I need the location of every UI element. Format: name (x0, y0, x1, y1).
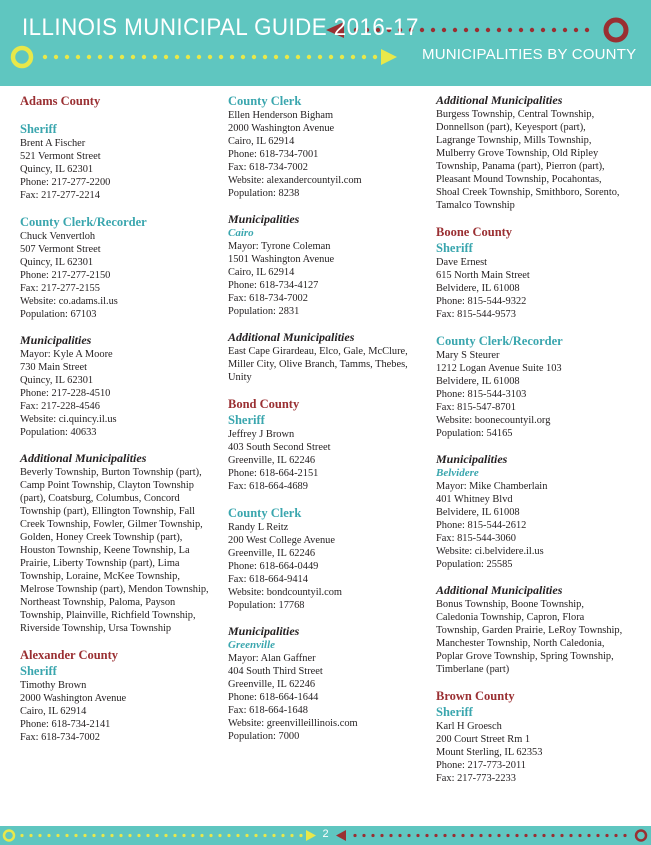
entry-line: Phone: 618-734-2141 (20, 719, 111, 730)
entry-line: Phone: 618-734-7001 (228, 149, 319, 160)
entry-line: Dave Ernest (436, 257, 488, 268)
county-name: Bond County (228, 397, 300, 411)
column-3 (436, 93, 641, 797)
entry-line: Population: 17768 (228, 600, 305, 611)
directory-section (436, 688, 641, 785)
entry-line: 403 South Second Street (228, 442, 331, 453)
city-name: Cairo (228, 227, 254, 239)
county-name: Boone County (436, 225, 513, 239)
entry-line: Fax: 618-664-4689 (228, 481, 308, 492)
entry-line: Website: boonecountyil.org (436, 415, 551, 426)
directory-section (228, 396, 433, 493)
entry-line: Phone: 618-664-1644 (228, 692, 319, 703)
entry-line: Township, Panama (part), Pierron (part), (436, 161, 605, 172)
entry-line: Population: 40633 (20, 427, 97, 438)
entry-line: 200 Court Street Rm 1 (436, 734, 531, 745)
entry-line: Township, Loraine, McKee Township, (20, 571, 180, 582)
entry-line: Belvidere, IL 61008 (436, 376, 520, 387)
entry-line: Fax: 217-277-2155 (20, 283, 100, 294)
yellow-ring-icon (13, 48, 31, 66)
directory-section (436, 93, 641, 212)
entry-line: Quincy, IL 62301 (20, 257, 94, 268)
entry-line: Website: bondcountyil.com (228, 587, 343, 598)
directory-section (20, 214, 225, 321)
office-heading: Sheriff (20, 122, 57, 136)
entry-line: Population: 25585 (436, 559, 513, 570)
entry-line: Cairo, IL 62914 (20, 706, 87, 717)
entry-line: Mary S Steurer (436, 350, 500, 361)
entry-line: 507 Vermont Street (20, 244, 101, 255)
city-name: Belvidere (436, 467, 479, 479)
entry-line: Burgess Township, Central Township, (436, 109, 595, 120)
entry-line: Phone: 815-544-9322 (436, 296, 527, 307)
entry-line: Greenville, IL 62246 (228, 679, 316, 690)
page-number: 2 (322, 828, 329, 840)
maroon-ring-icon (606, 20, 626, 40)
entry-line: Fax: 618-664-1648 (228, 705, 308, 716)
entry-line: Website: greenvilleillinois.com (228, 718, 358, 729)
office-heading: Sheriff (436, 241, 473, 255)
entry-line: Mayor: Kyle A Moore (20, 349, 113, 360)
directory-section (20, 451, 225, 635)
municipalities-heading: Additional Municipalities (20, 451, 147, 465)
entry-line: Fax: 618-734-7002 (20, 732, 100, 743)
entry-line: Quincy, IL 62301 (20, 164, 94, 175)
directory-section (436, 583, 641, 676)
entry-line: Phone: 815-544-2612 (436, 520, 527, 531)
office-heading: County Clerk (228, 506, 302, 520)
entry-line: Fax: 618-734-7002 (228, 162, 308, 173)
entry-line: Phone: 618-664-0449 (228, 561, 319, 572)
entry-line: Ellen Henderson Bigham (228, 110, 334, 121)
entry-line: Website: alexandercountyil.com (228, 175, 362, 186)
entry-line: Shoal Creek Township, Smithboro, Sorento, (436, 187, 620, 198)
yellow-dots (43, 55, 377, 59)
entry-line: Fax: 217-228-4546 (20, 401, 100, 412)
entry-line: Website: co.adams.il.us (20, 296, 118, 307)
entry-line: East Cape Girardeau, Elco, Gale, McClure, (228, 346, 408, 357)
office-heading: County Clerk/Recorder (436, 334, 563, 348)
directory-section (436, 333, 641, 440)
entry-line: Northeast Township, Paloma, Payson (20, 597, 176, 608)
entry-line: Population: 54165 (436, 428, 513, 439)
entry-line: Website: ci.belvidere.il.us (436, 546, 544, 557)
entry-line: Cairo, IL 62914 (228, 267, 295, 278)
entry-line: Phone: 217-277-2150 (20, 270, 111, 281)
entry-line: Fax: 815-547-8701 (436, 402, 516, 413)
office-heading: County Clerk (228, 94, 302, 108)
entry-line: Golden, Honey Creek Township (part), (20, 532, 183, 543)
entry-line: Pleasant Mound Township, Pocahontas, (436, 174, 602, 185)
entry-line: 521 Vermont Street (20, 151, 101, 162)
entry-line: Population: 7000 (228, 731, 300, 742)
entry-line: Fax: 217-773-2233 (436, 773, 516, 784)
directory-section (20, 121, 225, 202)
directory-section (228, 330, 433, 384)
entry-line: Population: 8238 (228, 188, 300, 199)
entry-line: Lagrange Township, Mills Township, (436, 135, 592, 146)
entry-line: Belvidere, IL 61008 (436, 507, 520, 518)
entry-line: Jeffrey J Brown (228, 429, 295, 440)
municipalities-heading: Additional Municipalities (228, 330, 355, 344)
entry-line: Mount Sterling, IL 62353 (436, 747, 543, 758)
entry-line: 401 Whitney Blvd (436, 494, 513, 505)
entry-line: Camp Point Township, Clayton Township (20, 480, 194, 491)
entry-line: Bonus Township, Boone Township, (436, 599, 584, 610)
entry-line: Miller City, Olive Branch, Tamms, Thebes, (228, 359, 408, 370)
municipalities-heading: Additional Municipalities (436, 93, 563, 107)
directory-section (228, 505, 433, 612)
directory-section (228, 93, 433, 200)
entry-line: Greenville, IL 62246 (228, 455, 316, 466)
entry-line: Brent A Fischer (20, 138, 86, 149)
directory-section (436, 452, 641, 571)
entry-line: Donnellson (part), Keyesport (part), (436, 122, 586, 133)
entry-line: 404 South Third Street (228, 666, 323, 677)
entry-line: Houston Township, Keene Township, La (20, 545, 190, 556)
header-band (0, 0, 651, 86)
entry-line: Phone: 618-734-4127 (228, 280, 319, 291)
entry-line: Creek Township, Fowler, Gilmer Township, (20, 519, 203, 530)
entry-line: Fax: 815-544-3060 (436, 533, 516, 544)
entry-line: Manchester Township, North Caledonia, (436, 638, 605, 649)
entry-line: Prairie, Liberty Township (part), Lima (20, 558, 180, 569)
municipalities-heading: Municipalities (20, 333, 92, 347)
entry-line: Population: 2831 (228, 306, 300, 317)
entry-line: Fax: 815-544-9573 (436, 309, 516, 320)
county-name: Alexander County (20, 648, 119, 662)
page-title: ILLINOIS MUNICIPAL GUIDE 2016-17 (22, 14, 419, 41)
entry-line: Township (part), Ellington Township, Fall (20, 506, 195, 517)
office-heading: Sheriff (436, 705, 473, 719)
municipalities-heading: Municipalities (436, 452, 508, 466)
municipalities-heading: Additional Municipalities (436, 583, 563, 597)
entry-line: 615 North Main Street (436, 270, 530, 281)
city-name: Greenville (228, 639, 276, 651)
entry-line: Population: 67103 (20, 309, 97, 320)
entry-line: Melrose Township (part), Mendon Township, (20, 584, 209, 595)
entry-line: Mayor: Mike Chamberlain (436, 481, 548, 492)
entry-line: 1501 Washington Avenue (228, 254, 335, 265)
directory-section (228, 212, 433, 318)
directory-section (20, 93, 225, 109)
column-2 (228, 93, 433, 755)
entry-line: 730 Main Street (20, 362, 87, 373)
office-heading: Sheriff (20, 664, 57, 678)
entry-line: Karl H Groesch (436, 721, 502, 732)
entry-line: Belvidere, IL 61008 (436, 283, 520, 294)
entry-line: Fax: 618-734-7002 (228, 293, 308, 304)
entry-line: 2000 Washington Avenue (228, 123, 335, 134)
entry-line: Phone: 217-228-4510 (20, 388, 111, 399)
entry-line: Beverly Township, Burton Township (part), (20, 467, 202, 478)
entry-line: Unity (228, 372, 252, 383)
entry-line: Caledonia Township, Capron, Flora (436, 612, 585, 623)
right-arrow-icon (381, 49, 397, 65)
footer-band (0, 826, 651, 845)
header-decoration (0, 0, 651, 86)
entry-line: Phone: 217-773-2011 (436, 760, 526, 771)
municipalities-heading: Municipalities (228, 212, 300, 226)
directory-section (436, 224, 641, 321)
directory-section (20, 333, 225, 439)
entry-line: Fax: 618-664-9414 (228, 574, 308, 585)
entry-line: Riverside Township, Ursa Township (20, 623, 172, 634)
entry-line: 1212 Logan Avenue Suite 103 (436, 363, 562, 374)
county-name: Adams County (20, 94, 101, 108)
entry-line: Phone: 217-277-2200 (20, 177, 111, 188)
municipalities-heading: Municipalities (228, 624, 300, 638)
column-1 (20, 93, 225, 756)
entry-line: 2000 Washington Avenue (20, 693, 127, 704)
entry-line: Township, Garden Prairie, LeRoy Township, (436, 625, 623, 636)
office-heading: County Clerk/Recorder (20, 215, 147, 229)
directory-section (20, 647, 225, 744)
entry-line: Fax: 217-277-2214 (20, 190, 100, 201)
entry-line: Poplar Grove Township, Spring Township, (436, 651, 614, 662)
entry-line: Randy L Reitz (228, 522, 289, 533)
directory-section (228, 624, 433, 743)
office-heading: Sheriff (228, 413, 265, 427)
county-name: Brown County (436, 689, 515, 703)
entry-line: Mayor: Tyrone Coleman (228, 241, 331, 252)
entry-line: Timothy Brown (20, 680, 87, 691)
entry-line: Cairo, IL 62914 (228, 136, 295, 147)
entry-line: Mulberry Grove Township, Old Ripley (436, 148, 599, 159)
entry-line: Tamalco Township (436, 200, 515, 211)
entry-line: (part), Coatsburg, Columbus, Concord (20, 493, 180, 504)
entry-line: Timberlane (part) (436, 664, 510, 675)
entry-line: Mayor: Alan Gaffner (228, 653, 316, 664)
entry-line: Township, Plainville, Richfield Township, (20, 610, 196, 621)
entry-line: Phone: 618-664-2151 (228, 468, 319, 479)
entry-line: Website: ci.quincy.il.us (20, 414, 117, 425)
entry-line: Greenville, IL 62246 (228, 548, 316, 559)
entry-line: Quincy, IL 62301 (20, 375, 94, 386)
entry-line: Chuck Venvertloh (20, 231, 96, 242)
page-subtitle: MUNICIPALITIES BY COUNTY (422, 46, 637, 63)
entry-line: Phone: 815-544-3103 (436, 389, 527, 400)
entry-line: 200 West College Avenue (228, 535, 335, 546)
